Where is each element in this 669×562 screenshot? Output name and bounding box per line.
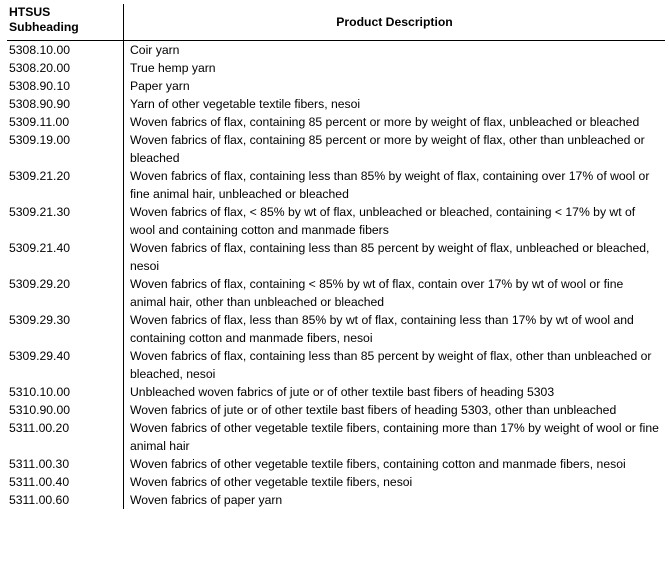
table-row bbox=[7, 41, 665, 59]
table-row bbox=[7, 167, 665, 203]
subheading-code: 5308.90.10 bbox=[7, 77, 124, 95]
product-description: Woven fabrics of paper yarn bbox=[130, 493, 283, 507]
product-description: Coir yarn bbox=[130, 43, 180, 57]
table-row bbox=[7, 383, 665, 401]
table-row bbox=[7, 419, 665, 455]
subheading-code: 5308.20.00 bbox=[7, 59, 124, 77]
subheading-code: 5311.00.30 bbox=[7, 455, 124, 473]
table-body bbox=[7, 41, 665, 509]
subheading-code: 5309.21.40 bbox=[7, 239, 124, 275]
subheading-code: 5309.21.20 bbox=[7, 167, 124, 203]
htsus-table bbox=[7, 4, 665, 509]
table-row bbox=[7, 473, 665, 491]
product-description: Woven fabrics of jute or of other textile bast fibers of heading 5303, other than unbleached bbox=[130, 403, 617, 417]
table-header bbox=[7, 4, 665, 41]
table-row bbox=[7, 95, 665, 113]
product-description: Unbleached woven fabrics of jute or of other textile bast fibers of heading 5303 bbox=[130, 385, 555, 399]
table-row bbox=[7, 347, 665, 383]
product-description: Woven fabrics of flax, containing less than 85% by weight of flax, containing over 17% of wool or fine animal hair, unbleached or bleached bbox=[130, 169, 650, 201]
subheading-code: 5311.00.40 bbox=[7, 473, 124, 491]
product-description: Woven fabrics of other vegetable textile fibers, containing cotton and manmade fibers, nesoi bbox=[130, 457, 626, 471]
subheading-code: 5308.10.00 bbox=[7, 41, 124, 59]
table-row bbox=[7, 275, 665, 311]
header-code bbox=[7, 4, 124, 40]
subheading-code: 5309.21.30 bbox=[7, 203, 124, 239]
table-row bbox=[7, 491, 665, 509]
subheading-code: 5309.29.20 bbox=[7, 275, 124, 311]
table-row bbox=[7, 311, 665, 347]
table-row bbox=[7, 77, 665, 95]
product-description: Woven fabrics of flax, < 85% by wt of flax, unbleached or bleached, containing < 17% by wt of wool and containing cotton and manmade fibers bbox=[130, 205, 636, 237]
table-row bbox=[7, 113, 665, 131]
product-description: Woven fabrics of flax, containing 85 percent or more by weight of flax, unbleached or bleached bbox=[130, 115, 640, 129]
table-row bbox=[7, 59, 665, 77]
product-description: Woven fabrics of flax, containing < 85% by wt of flax, contain over 17% by wt of wool or fine animal hair, other than unbleached or bleached bbox=[130, 277, 624, 309]
product-description: True hemp yarn bbox=[130, 61, 216, 75]
header-description: Product Description bbox=[336, 15, 453, 29]
subheading-code: 5309.19.00 bbox=[7, 131, 124, 167]
product-description: Woven fabrics of other vegetable textile fibers, nesoi bbox=[130, 475, 413, 489]
subheading-code: 5309.29.30 bbox=[7, 311, 124, 347]
subheading-code: 5311.00.20 bbox=[7, 419, 124, 455]
table-row bbox=[7, 239, 665, 275]
table-row bbox=[7, 131, 665, 167]
table-row bbox=[7, 455, 665, 473]
subheading-code: 5308.90.90 bbox=[7, 95, 124, 113]
subheading-code: 5311.00.60 bbox=[7, 491, 124, 509]
subheading-code: 5309.11.00 bbox=[7, 113, 124, 131]
product-description: Yarn of other vegetable textile fibers, nesoi bbox=[130, 97, 361, 111]
product-description: Woven fabrics of other vegetable textile fibers, containing more than 17% by weight of wool or fine animal hair bbox=[130, 421, 659, 453]
header-code-line1: HTSUS bbox=[9, 5, 51, 19]
product-description: Woven fabrics of flax, containing less than 85 percent by weight of flax, other than unbleached or bleached, nesoi bbox=[130, 349, 652, 381]
product-description: Woven fabrics of flax, containing less than 85 percent by weight of flax, unbleached or bleached, nesoi bbox=[130, 241, 650, 273]
product-description: Woven fabrics of flax, less than 85% by wt of flax, containing less than 17% by wt of wool and containing cotton and manmade fibers, nesoi bbox=[130, 313, 634, 345]
subheading-code: 5309.29.40 bbox=[7, 347, 124, 383]
table-row bbox=[7, 401, 665, 419]
table-row bbox=[7, 203, 665, 239]
subheading-code: 5310.10.00 bbox=[7, 383, 124, 401]
subheading-code: 5310.90.00 bbox=[7, 401, 124, 419]
product-description: Paper yarn bbox=[130, 79, 190, 93]
header-code-line2: Subheading bbox=[9, 20, 79, 34]
product-description: Woven fabrics of flax, containing 85 percent or more by weight of flax, other than unbleached or bleached bbox=[130, 133, 645, 165]
